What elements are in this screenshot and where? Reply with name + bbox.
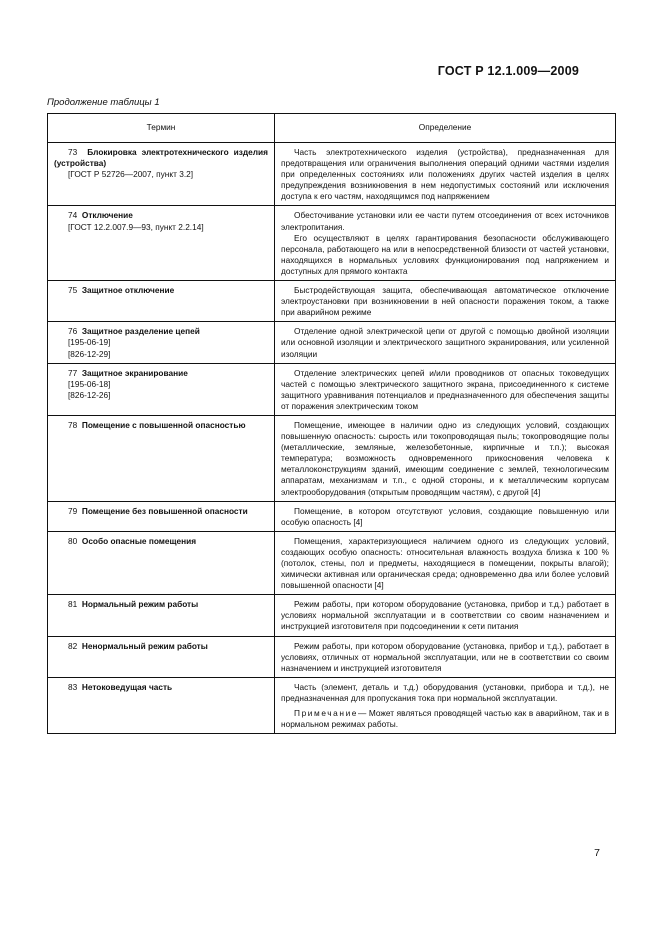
term-title: [54, 326, 268, 337]
term-title: [54, 285, 268, 296]
definition-text: Помещение, имеющее в наличии одно из следующих условий, создающих повышенную опасность: сырость или токопроводящая пыль; токопроводящие полы (металлические, земляные, железобетонные, кирпичные и т.п.); высокая температура; возможность одновременного прикосновения человека к металлоконструкциям зданий, имеющим соединение с землей, технологическим аппаратам, механизмам и т.п., с одной стороны, и к металлическим корпусам электрооборудования (открытым проводящим частям), с другой [4]: [281, 419, 609, 497]
term-reference: [ГОСТ Р 52726—2007, пункт 3.2]: [68, 169, 194, 180]
definition-cell: [275, 415, 616, 501]
note-label: Примечание: [294, 708, 359, 719]
term-number: 79: [68, 505, 78, 516]
definition-text: Часть электротехнического изделия (устройства), предназначенная для предотвращения или ограничения выполнения операций одними частями изделия при определенных состояниях или положениях других частей изделия в целях предупреждения возникновения в нем недопустимых состояний или исключения доступа к его частям, находящимся под напряжением: [281, 147, 609, 202]
term-title: [54, 641, 268, 652]
term-cell: [48, 281, 275, 322]
column-header-definition: Определение: [275, 114, 616, 143]
definition-note: [281, 708, 609, 730]
definition-text: Режим работы, при котором оборудование (установка, прибор и т.д.) работает в условиях нормальной эксплуатации и в соответствии со своим назначением и инструкцией изготовителя при подсоединении к сети питания: [281, 599, 609, 632]
term-cell: [48, 501, 275, 531]
term-number: 81: [68, 599, 78, 610]
definition-text: Часть (элемент, деталь и т.д.) оборудования (установки, прибора и т.д.), не предназначенная для пропускания тока при нормальной эксплуатации.: [281, 681, 609, 703]
term-number: 80: [68, 535, 78, 546]
table-row: [48, 322, 616, 363]
definition-text: Отделение электрических цепей и/или проводников от опасных токоведущих частей с помощью электрического защитного экрана, присоединенного к системе защитного уравнивания потенциалов и предназначенного для обеспечения защиты от поражения электрическим током: [281, 367, 609, 411]
table-row: [48, 415, 616, 501]
term-reference: [ГОСТ 12.2.007.9—93, пункт 2.2.14]: [68, 221, 204, 232]
definition-text: Режим работы, при котором оборудование (установка, прибор и т.д.), работает в условиях, отличных от нормальной эксплуатации, или не в соответствии со своим назначением и инструкцией изготовителя: [281, 640, 609, 673]
table-row: [48, 363, 616, 415]
term-cell: [48, 677, 275, 733]
term-title: [54, 536, 268, 547]
definition-cell: [275, 531, 616, 594]
term-title: [54, 506, 268, 517]
table-continuation-caption: Продолжение таблицы 1: [47, 97, 160, 108]
term-cell: [48, 636, 275, 677]
table-row: [48, 595, 616, 636]
term-title: [54, 147, 268, 169]
table-header-row: [48, 114, 616, 143]
term-cell: [48, 415, 275, 501]
term-name: Отключение: [81, 210, 133, 221]
definition-cell: [275, 281, 616, 322]
term-cell: [48, 143, 275, 206]
definition-text: Помещения, характеризующиеся наличием одного из следующих условий, создающих особую опасность: относительная влажность воздуха близка к 100 % (потолок, стены, пол и предметы, находящиеся в помещении, покрыты влагой); химически активная или органическая среда; одновременно два или более условий повышенной опасности [4]: [281, 535, 609, 591]
term-name: Нетоковедущая часть: [81, 681, 173, 692]
term-name: Блокировка электротехнического изделия (устройства): [54, 147, 268, 169]
term-name: Помещение без повышенной опасности: [81, 505, 248, 516]
term-name: Нормальный режим работы: [81, 599, 199, 610]
definition-text: Обесточивание установки или ее части путем отсоединения от всех источников электропитания.: [281, 210, 609, 232]
definition-text: Быстродействующая защита, обеспечивающая автоматическое отключение электроустановки при возникновении в ней опасности поражения током, а также при аварийном режиме: [281, 285, 609, 318]
term-reference: [195-06-19]: [68, 337, 111, 348]
term-number: 83: [68, 681, 78, 692]
term-title: [54, 210, 268, 221]
term-name: Помещение с повышенной опасностью: [81, 419, 246, 430]
term-cell: [48, 595, 275, 636]
definition-cell: [275, 363, 616, 415]
definition-text: Помещение, в котором отсутствуют условия, создающие повышенную или особую опасность [4]: [281, 505, 609, 527]
term-number: 73: [68, 147, 78, 157]
term-name: Ненормальный режим работы: [81, 640, 208, 651]
definition-cell: [275, 595, 616, 636]
term-title: [54, 682, 268, 693]
term-cell: [48, 531, 275, 594]
term-reference: [195-06-18]: [68, 378, 111, 389]
table-row: [48, 143, 616, 206]
page-number: 7: [594, 847, 600, 859]
term-cell: [48, 322, 275, 363]
term-number: 74: [68, 210, 78, 221]
term-number: 75: [68, 285, 78, 296]
table-row: [48, 206, 616, 281]
table-row: [48, 501, 616, 531]
term-number: 78: [68, 419, 78, 430]
table-row: [48, 281, 616, 322]
definition-cell: [275, 501, 616, 531]
term-reference: [826-12-26]: [68, 389, 111, 400]
term-cell: [48, 363, 275, 415]
definition-cell: [275, 636, 616, 677]
definition-cell: [275, 206, 616, 281]
note-text: — Может являться проводящей частью как в аварийном, так и в нормальном режимах работы.: [281, 708, 609, 730]
definition-cell: [275, 677, 616, 733]
definition-cell: [275, 322, 616, 363]
term-number: 77: [68, 367, 78, 378]
term-name: Защитное разделение цепей: [81, 326, 200, 337]
table-row: [48, 677, 616, 733]
definition-text: Отделение одной электрической цепи от другой с помощью двойной изоляции или основной изоляции и электрического защитного экранирования, или усиленной изоляции: [281, 326, 609, 359]
terms-table: [47, 113, 616, 734]
term-number: 82: [68, 640, 78, 651]
table-row: [48, 636, 616, 677]
term-name: Защитное экранирование: [81, 367, 188, 378]
table-row: [48, 531, 616, 594]
definition-cell: [275, 143, 616, 206]
term-title: [54, 420, 268, 431]
term-title: [54, 368, 268, 379]
definition-text: Его осуществляют в целях гарантирования безопасности обслуживающего персонала, работающего на или в непосредственной близости от частей установки, находящихся в нормальных условиях функционирования под напряжением и доступных для прямого контакта: [281, 232, 609, 276]
term-number: 76: [68, 326, 78, 337]
term-reference: [826-12-29]: [68, 348, 111, 359]
term-name: Особо опасные помещения: [81, 535, 197, 546]
column-header-term: Термин: [48, 114, 275, 143]
term-cell: [48, 206, 275, 281]
standard-designation: ГОСТ Р 12.1.009—2009: [437, 64, 579, 78]
term-name: Защитное отключение: [81, 285, 175, 296]
term-title: [54, 599, 268, 610]
